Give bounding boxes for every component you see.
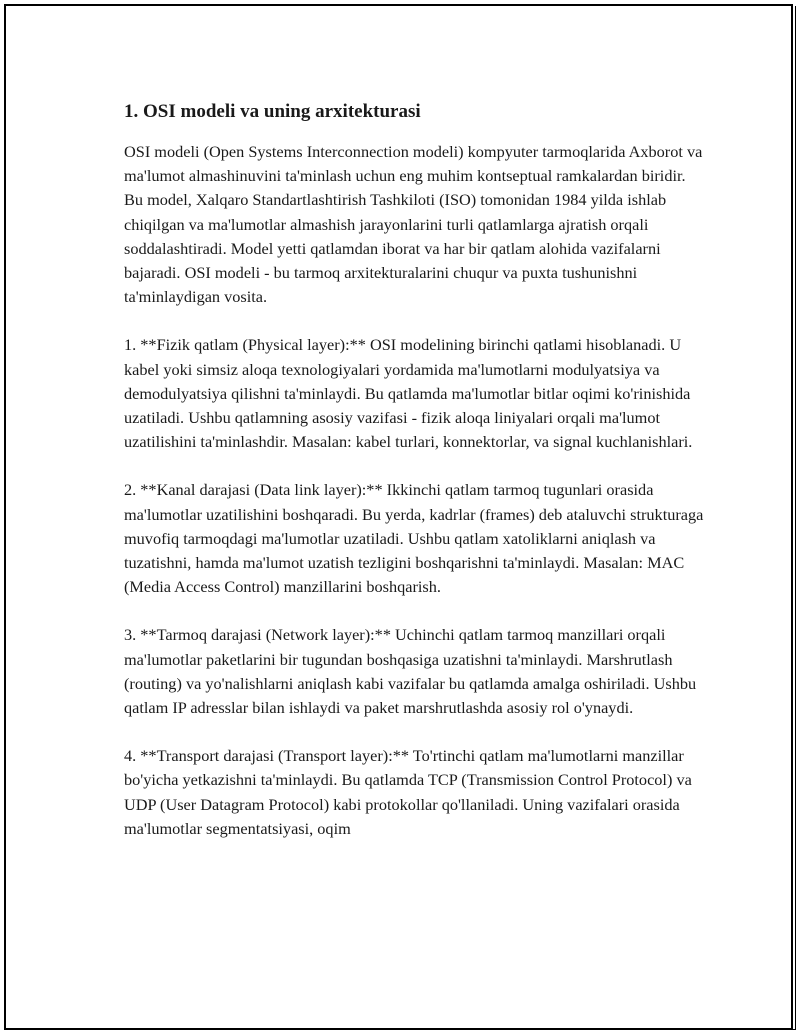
document-body <box>124 98 704 865</box>
section-heading: 1. OSI modeli va uning arxitekturasi <box>124 101 421 122</box>
paragraph-network-layer: 3. **Tarmoq darajasi (Network layer):** Uchinchi qatlam tarmoq manzillari orqali ma'lumotlar paketlarini bir tugundan boshqasiga uzatishni ta'minlaydi. Marshrutlash (routing) va yo'nalishlarni aniqlash kabi vazifalar bu qatlamda amalga oshiriladi. Ushbu qatlam IP adresslar bilan ishlaydi va paket marshrutlashda asosiy rol o'ynaydi. <box>124 625 697 718</box>
paragraph-intro: OSI modeli (Open Systems Interconnection modeli) kompyuter tarmoqlarida Axborot va ma'lumot almashinuvini ta'minlash uchun eng muhim kontseptual ramkalardan biridir. Bu model, Xalqaro Standartlashtirish Tashkiloti (ISO) tomonidan 1984 yilda ishlab chiqilgan va ma'lumotlar almashish jarayonlarini turli qatlamlarga ajratish orqali soddalashtiradi. Model yetti qatlamdan iborat va har bir qatlam alohida vazifalarni bajaradi. OSI modeli - bu tarmoq arxitekturalarini chuqur va puxta tushunishni ta'minlaydigan vosita. <box>124 142 703 307</box>
document-page <box>4 4 793 1030</box>
paragraph-data-link-layer: 2. **Kanal darajasi (Data link layer):** Ikkinchi qatlam tarmoq tugunlari orasida ma'lumotlar uzatilishini boshqaradi. Bu yerda, kadrlar (frames) deb ataluvchi strukturaga muvofiq tarmoqdagi ma'lumotlar uzatiladi. Ushbu qatlam xatoliklarni aniqlash va tuzatishni, hamda ma'lumot uzatish tezligini boshqarishni ta'minlaydi. Masalan: MAC (Media Access Control) manzillarini boshqarish. <box>124 480 704 597</box>
paragraph-physical-layer: 1. **Fizik qatlam (Physical layer):** OSI modelining birinchi qatlami hisoblanadi. U kabel yoki simsiz aloqa texnologiyalari yordamida ma'lumotlarni modulyatsiya va demodulyatsiya qilishni ta'minlaydi. Bu qatlamda ma'lumotlar bitlar oqimi ko'rinishida uzatiladi. Ushbu qatlamning asosiy vazifasi - fizik aloqa liniyalari orqali ma'lumot uzatilishini ta'minlashdir. Masalan: kabel turlari, konnektorlar, va signal kuchlanishlari. <box>124 335 693 452</box>
paragraph-transport-layer: 4. **Transport darajasi (Transport layer):** To'rtinchi qatlam ma'lumotlarni manzillar bo'yicha yetkazishni ta'minlaydi. Bu qatlamda TCP (Transmission Control Protocol) va UDP (User Datagram Protocol) kabi protokollar qo'llaniladi. Uning vazifalari orasida ma'lumotlar segmentatsiyasi, oqim <box>124 746 692 838</box>
